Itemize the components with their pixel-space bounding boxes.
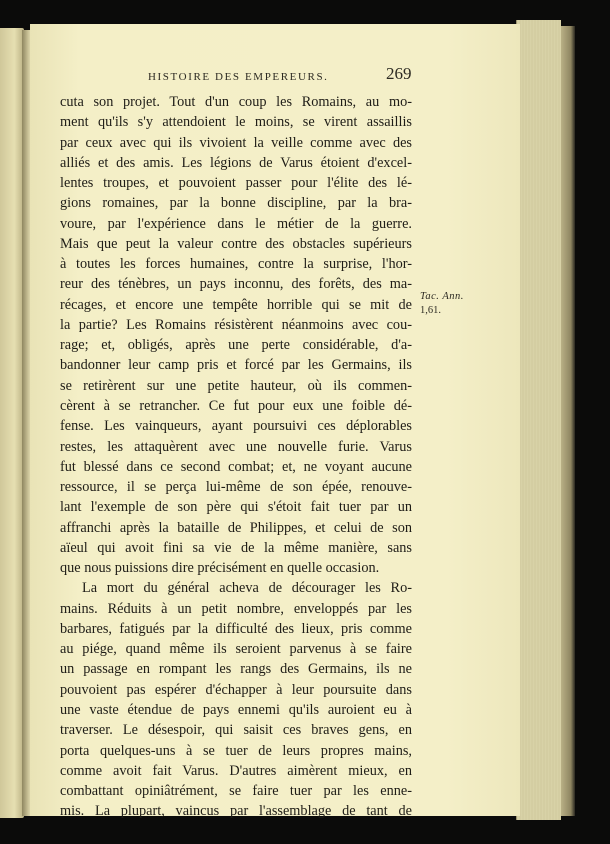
- text-line: lentes troupes, et pouvoient passer pour l'élite des lé-: [60, 175, 412, 192]
- text-line: La mort du général acheva de décourager les Ro-: [82, 580, 412, 597]
- paragraph: [60, 92, 412, 578]
- body-text: [60, 92, 412, 822]
- text-line: voure, par l'expérience dans le métier de la guerre.: [60, 215, 412, 232]
- text-line: se retirèrent sur une petite hauteur, où ils commen-: [60, 377, 412, 394]
- text-line: lant l'exemple de son père qui s'étoit fait tuer par un: [60, 499, 412, 516]
- text-line: porta quelques-uns à se tuer de leurs propres mains,: [60, 742, 412, 759]
- text-line: gions romaines, par la bonne discipline, par la bra-: [60, 195, 412, 212]
- text-line: aïeul qui avoit fini sa vie de la même manière, sans: [60, 539, 412, 556]
- previous-page-edge: [0, 28, 24, 818]
- text-line: une vaste étendue de pays ennemi qu'ils auroient eu à: [60, 701, 412, 718]
- text-line: combattant opiniâtrément, se faire tuer par les enne-: [60, 783, 412, 800]
- text-line: à toutes les forces humaines, contre la surprise, l'hor-: [60, 256, 412, 273]
- citation-reference: Tac. Ann.: [420, 291, 464, 302]
- text-line: fense. Les vainqueurs, ayant poursuivi ces déplorables: [60, 418, 412, 435]
- text-line: restes, les attaquèrent avec une nouvelle furie. Varus: [60, 438, 412, 455]
- text-line: affranchi après la bataille de Philippes, et celui de son: [60, 519, 412, 536]
- text-line: mis. La plupart, vaincus par l'assemblage de tant de: [60, 803, 412, 820]
- text-line: alliés et des amis. Les légions de Varus étoient d'excel-: [60, 154, 412, 171]
- text-line: bandonner leur camp pris et forcé par les Germains, ils: [60, 357, 412, 374]
- page-block-edges: [516, 20, 561, 820]
- text-line: récages, et encore une tempête horrible qui se mit de: [60, 296, 412, 313]
- paragraph: [60, 578, 412, 821]
- text-line: barbares, fatigués par la difficulté des lieux, pris comme: [60, 620, 412, 637]
- text-line: traverser. Le désespoir, qui saisit ces braves gens, en: [60, 722, 412, 739]
- text-line: reur des ténèbres, un pays inconnu, des forêts, des ma-: [60, 276, 412, 293]
- text-line: cuta son projet. Tout d'un coup les Romains, au mo-: [60, 94, 412, 110]
- citation-location: 1,61.: [420, 305, 441, 316]
- text-line: la partie? Les Romains résistèrent néanmoins avec cou-: [60, 316, 412, 333]
- text-line: Mais que peut la valeur contre des obstacles supérieurs: [60, 235, 412, 252]
- text-line: par ceux avec qui ils vivoient la veille comme avec des: [60, 134, 412, 151]
- running-title: HISTOIRE DES EMPEREURS.: [148, 71, 329, 83]
- text-line: comme avoit fait Varus. D'autres aimèrent mieux, en: [60, 762, 412, 779]
- text-line: ment qu'ils s'y attendoient le moins, se virent assaillis: [60, 114, 412, 131]
- text-line: cèrent à se retrancher. Ce fut pour eux une foible dé-: [60, 397, 412, 414]
- text-line: pouvoient pas espérer d'échapper à leur poursuite dans: [60, 681, 412, 698]
- text-line: que nous puissions dire précisément en quelle occasion.: [60, 560, 380, 577]
- text-line: mains. Réduits à un petit nombre, enveloppés par les: [60, 600, 412, 617]
- text-line: fut blessé dans ce second combat; et, ne voyant aucune: [60, 458, 412, 475]
- text-line: ressource, il se perça lui-même de son épée, renouve-: [60, 479, 412, 496]
- page-number: 269: [386, 64, 412, 83]
- text-line: un passage en rompant les rangs des Germains, ils ne: [60, 661, 412, 678]
- text-line: rage; et, obligés, après une perte considérable, d'a-: [60, 337, 412, 354]
- text-line: au piége, quand même ils seroient parvenus à se faire: [60, 641, 412, 658]
- margin-citation: [420, 290, 464, 318]
